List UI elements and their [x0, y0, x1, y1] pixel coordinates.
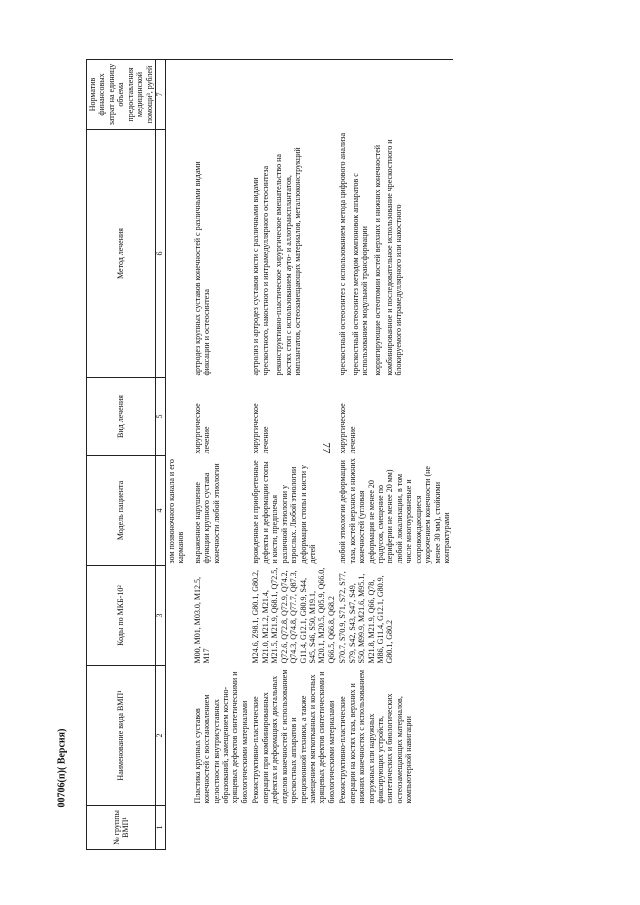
header-treatment: Вид лечения	[87, 378, 156, 456]
header-name: Наименование вида ВМП¹	[87, 666, 156, 806]
method-item: артродез крупных суставов конечностей с различными видами фиксации и остеосинтеза	[192, 161, 212, 376]
column-number: 7	[156, 60, 166, 130]
group-cell	[337, 806, 452, 850]
model-cell: любой этиологии деформации таза, костей верхних и нижних конечностей (угловая деформация не менее 20 градусов, смещение по периферии не менее 20 мм) любой локализации, в том числе многоуровневые и сопровождающиеся укорочением конечности (не менее 30 мм), стойкими контрактурами	[338, 458, 452, 564]
document-code: 00706(п)( Версия)	[56, 728, 68, 808]
group-cell	[165, 806, 191, 850]
column-number: 2	[156, 666, 166, 806]
column-number: 5	[156, 378, 166, 456]
header-codes: Коды по МКБ-10²	[87, 566, 156, 666]
name-cell: Реконструктивно-пластические операции на костях таза, верхних и нижних конечностях с использованием погружных или наружных фиксирующих устройств, синтетических и биологических остеозамещающих материалов, компьютерной навигации	[338, 669, 414, 804]
table-row	[192, 60, 251, 850]
codes-cell: M24.6, Z98.1, G80.1, G80.2, M21.0, M21.2, M21.4, M21.5, M21.9, Q68.1, Q72.5, Q72.6, Q72.8, Q72.9, Q74.2, Q74.3, Q74.8, Q77.7, Q87.3, G11.4, G12.1, G80.9, S44, S45, S46, S50, M19.1, M20.1, M20.5, Q05.9, Q66.0, Q66.5, Q66.8, Q68.2	[251, 567, 336, 664]
method-item: реконструктивно-пластическое хирургическое вмешательство на костях стоп с использованием ауто- и аллотрансплантатов, имплантатов, остеозамещающих материалов, металлоконструкций	[274, 147, 303, 376]
name-cell: Реконструктивно-пластические операции при комбинированных дефектах и деформациях дистальных отделов конечностей с использованием чрескостных аппаратов и прецизионной техники, а также замещением мягкотканных и костных хрящевых дефектов синтетическими и биологическими материалами	[251, 669, 336, 804]
column-number: 3	[156, 566, 166, 666]
table-row	[250, 60, 337, 850]
name-cell: Пластика крупных суставов конечностей с восстановлением целостности внутрисуставных образований, замещением костно-хрящевых дефектов синтетическими и биологическими материалами	[192, 671, 249, 804]
model-cell: врожденные и приобретенные дефекты и деформации стопы и кисти, предплечья различной этиологии у взрослых. Любой этиологии деформации стопы и кисти у детей	[251, 460, 317, 564]
column-number: 4	[156, 456, 166, 566]
model-cell: выраженное нарушение функции крупного сустава конечности любой этиологии	[192, 463, 221, 564]
method-item: чрескостный остеосинтез с использованием метода цифрового анализа	[338, 133, 348, 376]
codes-cell	[165, 566, 191, 666]
method-item: чрескостный остеосинтез методом компоновок аппаратов с использованием модульной трансформации	[350, 173, 370, 376]
method-cell	[192, 130, 251, 378]
method-item: корригирующие остеотомии костей верхних и нижних конечностей	[372, 144, 382, 376]
norm-cell	[192, 60, 251, 130]
treatment-cell	[165, 378, 191, 456]
group-cell	[192, 806, 251, 850]
table-row	[337, 60, 452, 850]
page-number: 77	[320, 442, 332, 454]
norm-cell	[165, 60, 191, 130]
group-cell	[250, 806, 337, 850]
codes-cell: S70.7, S70.9, S71, S72, S77, S79, S42, S43, S47, S49, S50, M99.9, M21.6, M95.1, M21.8, M21.9, Q66, Q78, M86, G11.4, G12.1, G80.9, G80.1, G80.2	[338, 571, 395, 664]
header-model: Модель пациента	[87, 456, 156, 566]
column-number: 6	[156, 130, 166, 378]
rotated-table-wrapper	[86, 60, 586, 850]
vmp-table	[86, 59, 453, 850]
table-row	[165, 60, 191, 850]
treatment-cell: хирургическое лечение	[251, 403, 270, 454]
method-item: артролиз и артродез суставов кисти с различными видами чрескостного, накостного и интрамедуллярного остеосинтеза	[251, 165, 270, 376]
method-item: комбинированное и последовательное использование чрескостного и блокируемого интрамедуллярного или накостного	[385, 139, 404, 376]
header-row	[87, 60, 156, 850]
column-number: 1	[156, 806, 166, 850]
header-method: Метод лечения	[87, 130, 156, 378]
column-number-row	[156, 60, 166, 850]
method-cell	[165, 130, 191, 378]
method-cell	[337, 130, 452, 378]
header-norm: Норматив финансовых затрат на единицу объема предоставления медицинской помощи³, рублей	[87, 60, 156, 130]
model-cell: зом позвоночного канала и его карманов	[166, 459, 186, 564]
name-cell	[165, 666, 191, 806]
treatment-cell: хирургическое лечение	[338, 403, 357, 454]
norm-cell	[250, 60, 337, 130]
codes-cell: M00, M01, M03.0, M12.5, M17	[192, 577, 212, 664]
norm-cell	[337, 60, 452, 130]
header-group: № группы ВМП¹	[87, 806, 156, 850]
treatment-cell: хирургическое лечение	[192, 403, 212, 454]
method-cell	[250, 130, 337, 378]
